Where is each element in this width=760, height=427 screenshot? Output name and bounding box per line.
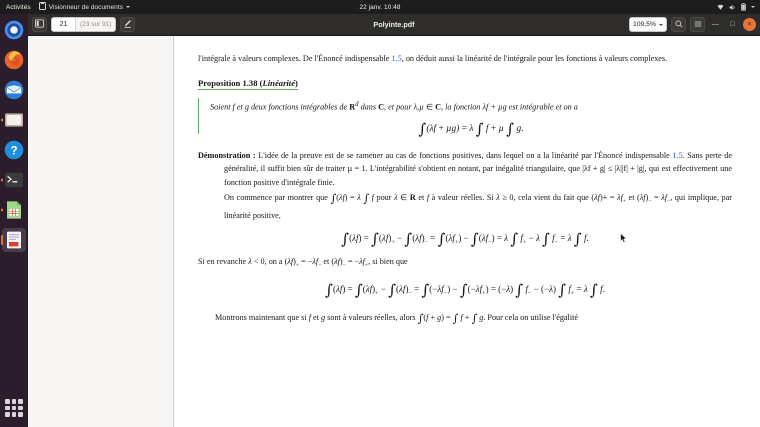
equation-3: $\int(\lambda f) = \int(\lambda f)_+ - \int(\lambda f)_- = \int(-\lambda f_-) - \int(-\lambda f_+) = (-\lambda)$ ∫ $f_- - (-\lambda)$ ∫ $f_+ = \lambda$ ∫ f. bbox=[325, 281, 605, 300]
grid-dot bbox=[5, 399, 10, 404]
dock-item-document-viewer[interactable] bbox=[2, 228, 26, 252]
gnome-top-bar bbox=[0, 0, 760, 14]
demo-text-b: . Sans perte de généralité, il suffit bien sûr de traiter µ = 1. L'intégrabilité s'obtient en notant, par inégalité triangulaire, que |λf + g| ≤ |λ||f| + |g|, qui est effectivement une fonction positive d'intégrale finie. bbox=[224, 151, 732, 187]
demo-paragraph-4: Montrons maintenant que si f et g sont à valeurs réelles, alors ∫(f + g) = ∫ f + ∫ g. Pour cela on utilise l'égalité bbox=[215, 312, 579, 326]
demo-paragraph-3: Si en revanche λ < 0, on a $(\lambda f)_+ = -\lambda f_-$ et $(\lambda f)_- = -\lambda f_+$, si bien que bbox=[198, 256, 408, 269]
demo-text-a: L'idée de la preuve est de se ramener au cas de fonctions positives, dans lequel on a la linéarité par l'Énoncé indispensable bbox=[255, 151, 673, 161]
maximize-button[interactable]: □ bbox=[730, 21, 735, 28]
main-menu-button[interactable] bbox=[690, 17, 705, 32]
dock-item-terminal[interactable] bbox=[2, 168, 26, 192]
grid-dot bbox=[18, 406, 23, 411]
document-viewer-window bbox=[28, 14, 760, 427]
grid-dot bbox=[18, 399, 23, 404]
dock-item-libreoffice-calc[interactable] bbox=[2, 198, 26, 222]
highlighter-icon bbox=[123, 19, 132, 30]
pdf-document-icon bbox=[4, 230, 24, 250]
menu-icon bbox=[694, 20, 702, 30]
thumbnail-side-panel[interactable] bbox=[28, 36, 174, 427]
annotate-button[interactable] bbox=[120, 17, 135, 32]
dock-item-thunderbird[interactable] bbox=[2, 78, 26, 102]
toggle-side-panel-button[interactable] bbox=[32, 17, 47, 32]
document-viewer-icon bbox=[39, 2, 46, 12]
show-applications-button[interactable] bbox=[3, 397, 25, 419]
svg-text:?: ? bbox=[10, 145, 18, 158]
pdf-page bbox=[174, 36, 760, 427]
proposition-heading bbox=[198, 78, 298, 90]
grid-dot bbox=[5, 406, 10, 411]
volume-icon bbox=[729, 4, 736, 11]
equation-2: $\int(\lambda f) = \int(\lambda f)_+ - \int(\lambda f)_- = \int(\lambda f_+) - \int(\lambda f_-) = \lambda$ ∫ $f_+ - \lambda$ ∫ $f_- = \lambda$ ∫ f. bbox=[341, 229, 589, 248]
page-selector[interactable] bbox=[51, 17, 116, 32]
battery-icon bbox=[741, 3, 746, 11]
reference-link-1-5-demo[interactable]: 1.5 bbox=[672, 151, 683, 161]
reference-link-1-5[interactable]: 1.5 bbox=[391, 54, 402, 63]
page-number-input[interactable]: 21 bbox=[52, 18, 76, 31]
grid-dot bbox=[18, 412, 23, 417]
toolbar-right-group bbox=[629, 17, 756, 32]
intro-text-a: l'intégrale à valeurs complexes. De l'Énoncé indispensable bbox=[198, 54, 392, 63]
spreadsheet-icon bbox=[4, 200, 24, 220]
proposition-heading-prefix: Proposition 1.38 ( bbox=[198, 78, 263, 89]
zoom-selector[interactable] bbox=[629, 17, 667, 32]
minimize-button[interactable]: — bbox=[712, 21, 719, 28]
demonstration-block bbox=[198, 149, 732, 222]
grid-dot bbox=[12, 406, 17, 411]
paragraph-intro bbox=[198, 52, 732, 65]
activities-button[interactable]: Activités bbox=[6, 3, 31, 11]
intro-text-b: , on déduit aussi la linéarité de l'intégrale pour les fonctions à valeurs complexes. bbox=[401, 54, 668, 63]
chevron-down-icon bbox=[126, 6, 130, 8]
app-toolbar bbox=[28, 14, 760, 36]
system-status-area[interactable] bbox=[717, 3, 755, 11]
chevron-down-icon bbox=[659, 24, 663, 26]
chevron-down-icon bbox=[751, 6, 755, 8]
ubuntu-dock bbox=[0, 14, 28, 427]
page-view[interactable] bbox=[174, 36, 760, 427]
grid-dot bbox=[12, 399, 17, 404]
app-menu-label: Visionneur de documents bbox=[48, 3, 124, 11]
app-menu-button[interactable] bbox=[39, 2, 130, 12]
zoom-level-label: 109,5% bbox=[632, 21, 656, 28]
thunderbird-icon bbox=[4, 80, 24, 100]
viewer-content bbox=[28, 36, 760, 427]
wifi-icon bbox=[717, 4, 724, 11]
proposition-equation: ∫(λf + µg) = λ ∫ f + µ ∫ g. bbox=[418, 120, 524, 139]
search-button[interactable] bbox=[671, 17, 686, 32]
proposition-block bbox=[198, 98, 732, 139]
demo-paragraph-1 bbox=[198, 149, 732, 189]
dock-item-firefox[interactable] bbox=[2, 48, 26, 72]
chromium-icon bbox=[4, 20, 24, 40]
window-title: Polyinte.pdf bbox=[373, 20, 415, 29]
demo-label: Démonstration : bbox=[198, 151, 256, 161]
grid-dot bbox=[5, 412, 10, 417]
dock-item-help[interactable] bbox=[2, 138, 26, 162]
side-panel-icon bbox=[35, 19, 44, 30]
page-total-label: (23 sur 91) bbox=[80, 21, 112, 28]
clock[interactable]: 22 janv. 10:48 bbox=[359, 3, 401, 11]
folder-icon bbox=[4, 110, 24, 130]
firefox-icon bbox=[4, 50, 24, 70]
close-button[interactable]: × bbox=[743, 18, 756, 31]
proposition-body: Soient f et g deux fonctions intégrables de $R^d$ dans C, et pour λ,µ ∈ C, la fonction λf + µg est intégrable et on a bbox=[210, 101, 578, 112]
help-icon bbox=[4, 140, 24, 160]
terminal-icon bbox=[4, 170, 24, 190]
grid-dot bbox=[12, 412, 17, 417]
proposition-heading-title: Linéarité bbox=[262, 78, 296, 89]
dock-item-files[interactable] bbox=[2, 108, 26, 132]
search-icon bbox=[675, 20, 683, 30]
proposition-heading-suffix: ) bbox=[295, 78, 298, 89]
dock-item-chromium[interactable] bbox=[2, 18, 26, 42]
demo-paragraph-2: On commence par montrer que ∫(λf) = λ ∫ f pour λ ∈ R et f à valeur réelles. Si λ ≥ 0, cela vient du fait que $(\lambda f)+ = \lambda f_+$ et $(\lambda f)_- = \lambda f_-$, qui implique, par linéarité positive, bbox=[224, 191, 732, 220]
